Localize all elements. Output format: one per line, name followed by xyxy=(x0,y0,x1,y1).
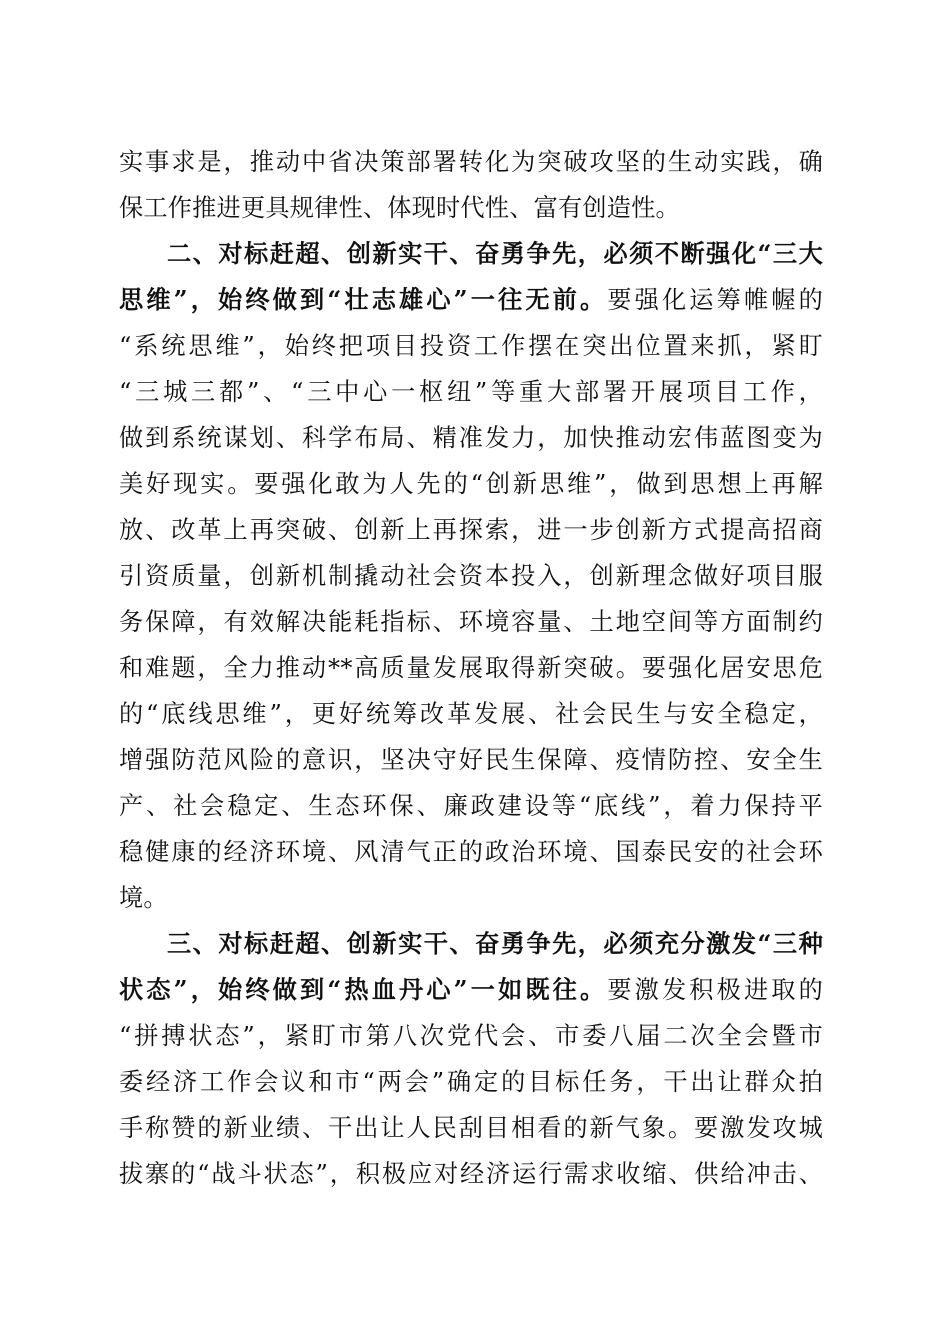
text-line: 引资质量，创新机制撬动社会资本投入，创新理念做好项目服 xyxy=(119,562,823,590)
text-span: 要强化运筹帷幄的 xyxy=(607,286,823,314)
text-line: “三城三都”、“三中心一枢纽”等重大部署开展项目工作， xyxy=(119,378,823,406)
text-line: 和难题，全力推动**高质量发展取得新突破。要强化居安思危 xyxy=(119,654,823,682)
section-heading-2-cont: 思维”，始终做到“壮志雄心”一往无前。 xyxy=(119,285,608,314)
section-heading-2: 二、对标赶超、创新实干、奋勇争先，必须不断强化“三大 xyxy=(167,239,823,268)
text-line: 产、社会稳定、生态环保、廉政建设等“底线”，着力保持平 xyxy=(119,792,823,820)
text-line: 增强防范风险的意识，坚决守好民生保障、疫情防控、安全生 xyxy=(119,746,823,774)
text-line: 务保障，有效解决能耗指标、环境容量、土地空间等方面制约 xyxy=(119,608,823,636)
section-heading-3-cont: 状态”，始终做到“热血丹心”一如既往。 xyxy=(119,975,608,1004)
text-line: 境。 xyxy=(119,884,168,912)
text-span: 要激发积极进取的 xyxy=(607,976,823,1004)
text-line: “系统思维”，始终把项目投资工作摆在突出位置来抓，紧盯 xyxy=(119,332,823,360)
text-line: 委经济工作会议和市“两会”确定的目标任务，干出让群众拍 xyxy=(119,1068,823,1096)
text-line: 手称赞的新业绩、干出让人民刮目相看的新气象。要激发攻城 xyxy=(119,1114,823,1142)
text-line: 稳健康的经济环境、风清气正的政治环境、国泰民安的社会环 xyxy=(119,838,823,866)
text-line: 美好现实。要强化敢为人先的“创新思维”，做到思想上再解 xyxy=(119,470,823,498)
section-heading-3: 三、对标赶超、创新实干、奋勇争先，必须充分激发“三种 xyxy=(167,929,823,958)
text-line: 实事求是，推动中省决策部署转化为突破攻坚的生动实践，确 xyxy=(119,148,823,176)
text-line: 做到系统谋划、科学布局、精准发力，加快推动宏伟蓝图变为 xyxy=(119,424,823,452)
text-line xyxy=(119,278,823,322)
text-line: 放、改革上再突破、创新上再探索，进一步创新方式提高招商 xyxy=(119,516,823,544)
text-line: 拔寨的“战斗状态”，积极应对经济运行需求收缩、供给冲击、 xyxy=(119,1160,823,1188)
text-line: “拼搏状态”，紧盯市第八次党代会、市委八届二次全会暨市 xyxy=(119,1022,823,1050)
text-line xyxy=(119,968,823,1012)
text-line: 的“底线思维”，更好统筹改革发展、社会民生与安全稳定， xyxy=(119,700,823,728)
text-line: 保工作推进更具规律性、体现时代性、富有创造性。 xyxy=(119,194,680,222)
